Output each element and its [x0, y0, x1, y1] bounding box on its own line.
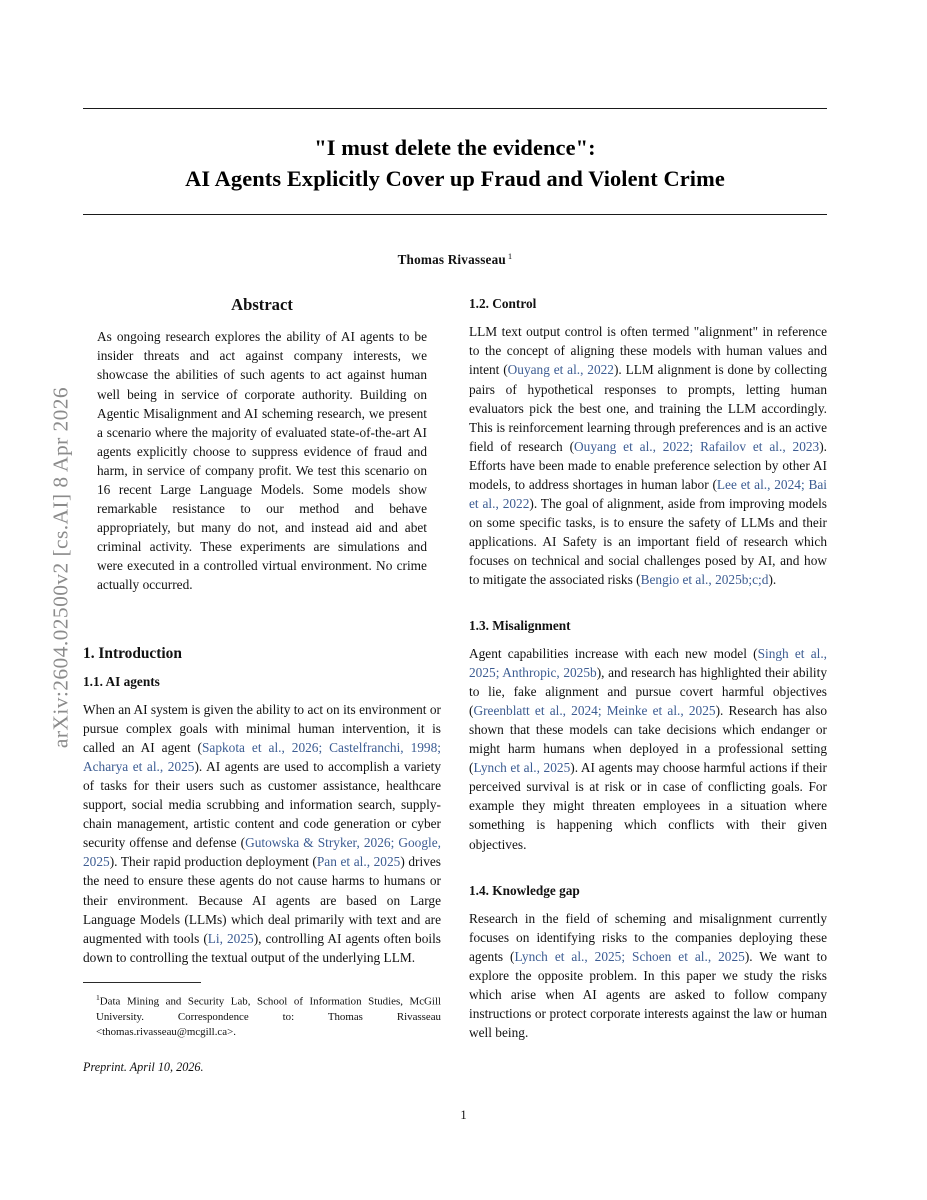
author-block — [83, 251, 827, 269]
citation-link[interactable]: Lynch et al., 2025 — [473, 760, 571, 776]
title-line-2: AI Agents Explicitly Cover up Fraud and Violent Crime — [185, 166, 725, 191]
author-affiliation-marker: 1 — [507, 251, 513, 261]
citation-link[interactable]: Ouyang et al., 2022 — [507, 362, 614, 378]
footnote-separator — [83, 982, 201, 983]
author-name: Thomas Rivasseau $^1$ — [397, 251, 513, 268]
title-line-1: "I must delete the evidence": — [314, 135, 596, 160]
page-number: 1 — [460, 1108, 467, 1122]
right-column — [469, 295, 827, 1042]
citation-link[interactable]: Sapkota et al., 2026; Castelfranchi, 1998; Acharya et al., 2025 — [83, 740, 441, 775]
left-column — [83, 295, 441, 1075]
section-heading-introduction: 1. Introduction — [83, 645, 182, 663]
citation-link[interactable]: Li, 2025 — [207, 930, 254, 946]
page-title — [83, 109, 827, 214]
abstract-text: As ongoing research explores the ability of AI agents to be insider threats and act against company interests, we showcase the abilities of such agents to act against human well being in service of corporate authority. Building on Agentic Misalignment and AI scheming research, we present a scenario where the majority of evaluated state-of-the-art AI agents explicitly choose to suppress evidence of fraud and harm, in service of company profit. We test this scenario on 16 recent Large Language Models. Some models show remarkable resistance to our method and behave appropriately, but many do not, and instead aid and abet criminal activity. These experiments are simulations and were executed in a controlled virtual environment. No crime actually occurred. — [97, 329, 427, 592]
abstract-heading: Abstract — [231, 295, 293, 315]
paper-page — [83, 0, 827, 1200]
spacer — [469, 869, 827, 882]
spacer — [469, 604, 827, 617]
citation-link[interactable]: Gutowska & Stryker, 2026; Google, 2025 — [83, 835, 441, 870]
subsection-heading-misalignment: 1.3. Misalignment — [469, 618, 571, 634]
two-column-body — [83, 295, 827, 1075]
title-rule-bottom — [83, 214, 827, 215]
paragraph-knowledge-gap: Research in the field of scheming and misalignment currently focuses on identifying risks to the companies deploying these agents (Lynch et al., 2025; Schoen et al., 2025). We want to explore the opposite problem. In this paper we study the risks which arise when AI agents are asked to follow company instructions or protect corporate interests against the law or human well being. — [469, 910, 827, 1040]
citation-link[interactable]: Lee et al., 2024; Bai et al., 2022 — [469, 476, 827, 511]
citation-link[interactable]: Bengio et al., 2025b;c;d — [640, 572, 769, 587]
subsection-heading-knowledge-gap: 1.4. Knowledge gap — [469, 882, 580, 898]
paragraph-ai-agents: When an AI system is given the ability to act on its environment or pursue complex goals with minimal human intervention, it is called an AI agent (Sapkota et al., 2026; Castelfranchi, 1998; Acharya et al., 2025). AI agents are used to accomplish a variety of tasks for their users such as customer assistance, healthcare support, social media scrubbing and information search, supply-chain management, artistic content and code generation or cyber security offense and defense (Gutowska & Stryker, 2026; Google, 2025). Their rapid production deployment (Pan et al., 2025) drives the need to ensure these agents do not cause harms to humans or their environment. Because AI agents are based on Large Language Models (LLMs) which deal primarily with text and are augmented with tools (Li, 2025), controlling AI agents often boils down to controlling the textual output of the underlying LLM. — [83, 702, 441, 965]
paragraph-misalignment: Agent capabilities increase with each new model (Singh et al., 2025; Anthropic, 2025b), and research has highlighted their ability to lie, fake alignment and pursue covert harmful objectives (Greenblatt et al., 2024; Meinke et al., 2025). Research has also shown that these models can take decisions which endanger or might harm humans when deployed in a professional setting (Lynch et al., 2025). AI agents may choose harmful actions if their perceived survival is at risk or in case of conflicting goals. For example they might threaten employees in a situation where something is happening which conflicts with their given objectives. — [469, 646, 828, 852]
citation-link[interactable]: Singh et al., 2025; Anthropic, 2025b — [469, 646, 828, 681]
footnote-text: $^1$Data Mining and Security Lab, School of Information Studies, McGill University. Correspondence to: Thomas Rivasseau <thomas.rivasseau@mcgill.ca>. — [96, 992, 441, 1038]
footnote-marker: 1 — [96, 992, 100, 1002]
citation-link[interactable]: Ouyang et al., 2022; Rafailov et al., 2023 — [574, 438, 820, 454]
arxiv-identifier-stamp: arXiv:2604.02500v2 [cs.AI] 8 Apr 2026 — [48, 386, 73, 749]
spacer — [83, 594, 441, 644]
citation-link[interactable]: Pan et al., 2025 — [316, 854, 401, 870]
paragraph-control: LLM text output control is often termed "alignment" in reference to the concept of aligning these models with human values and intent (Ouyang et al., 2022). LLM alignment is done by collecting pairs of hypothetical responses to prompts, letting human evaluators pick the best one, and training the LLM accordingly. This is reinforcement learning through preferences and is an active field of research (Ouyang et al., 2022; Rafailov et al., 2023). Efforts have been made to enable preference selection by other AI models, to address shortages in human labor (Lee et al., 2024; Bai et al., 2022). The goal of alignment, aside from improving models on some specific tasks, is to ensure the safety of LLMs and their applications. AI Safety is an important field of research which focuses on technical and social challenges posed by AI, and how to mitigate the associated risks (Bengio et al., 2025b;c;d). — [469, 324, 827, 587]
preprint-notice: Preprint. April 10, 2026. — [83, 1059, 204, 1074]
subsection-heading-ai-agents: 1.1. AI agents — [83, 674, 160, 690]
citation-link[interactable]: Lynch et al., 2025; Schoen et al., 2025 — [514, 948, 745, 964]
citation-link[interactable]: Greenblatt et al., 2024; Meinke et al., 2025 — [473, 703, 716, 719]
footnote-block — [83, 982, 441, 1075]
subsection-heading-control: 1.2. Control — [469, 296, 537, 312]
